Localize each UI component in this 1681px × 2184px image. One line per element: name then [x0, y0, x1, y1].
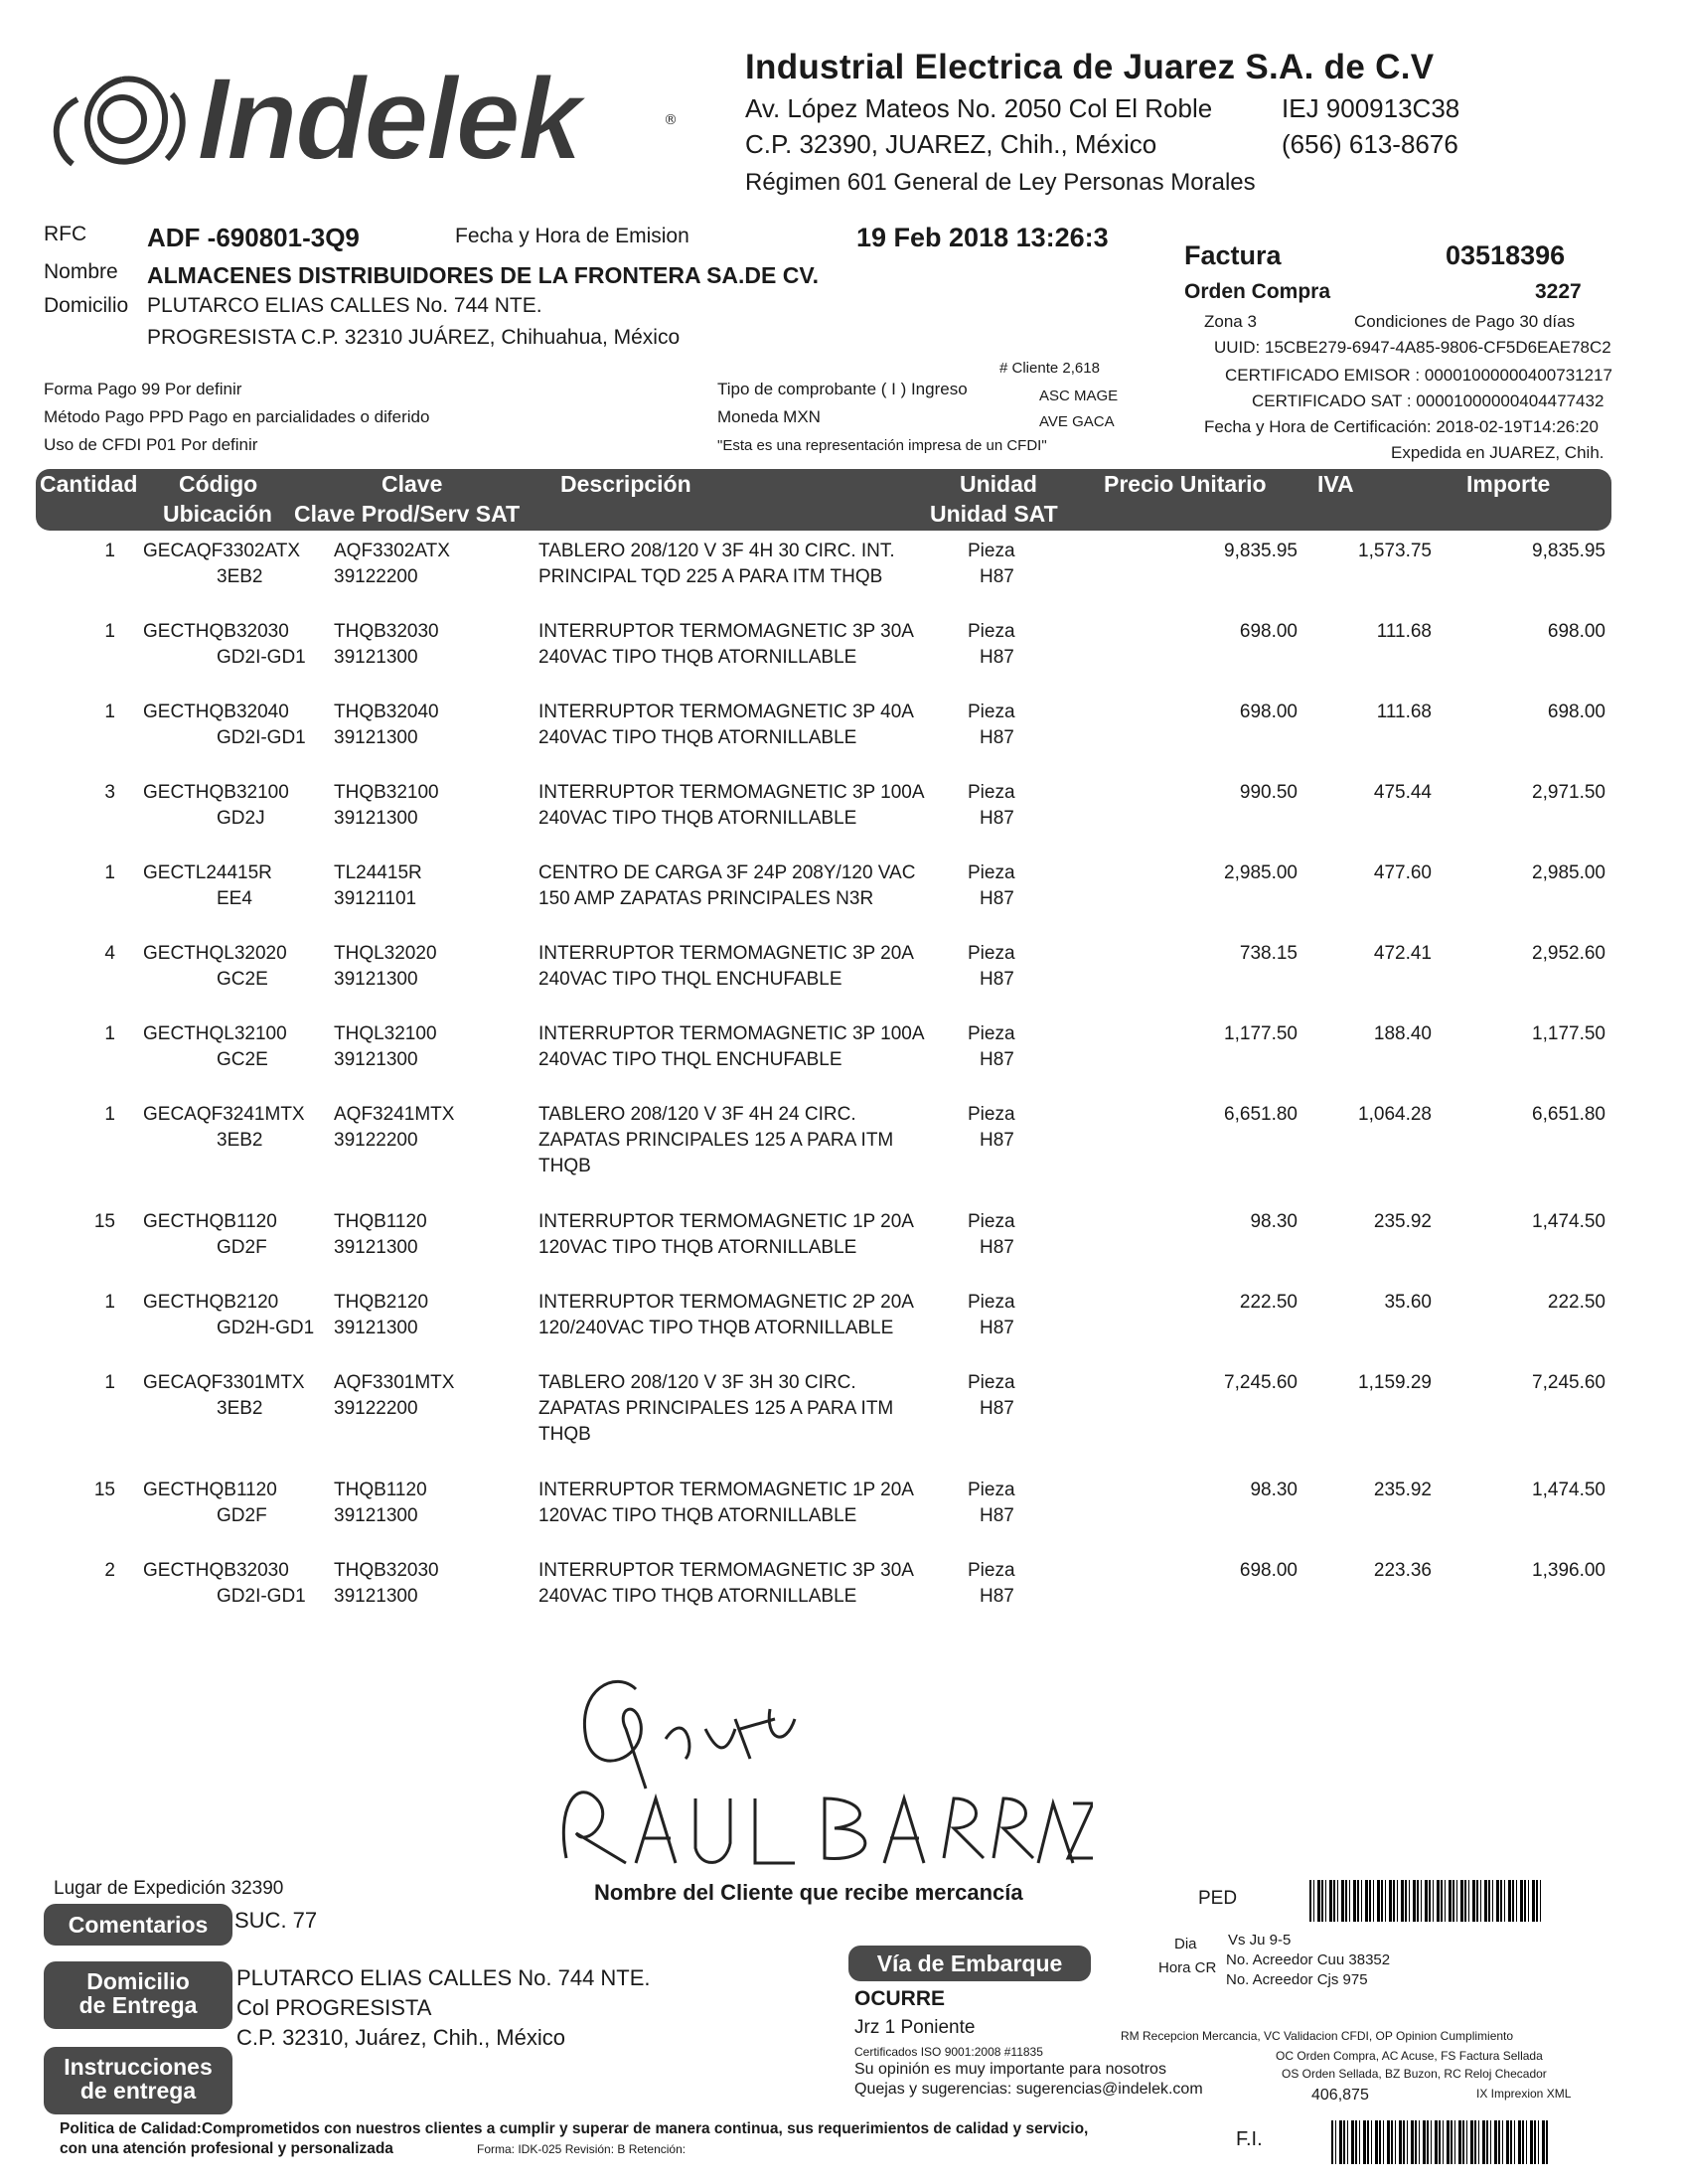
cell-iva: 111.68	[1376, 702, 1432, 722]
cell-clave: THQB32030	[334, 1560, 439, 1581]
cell-loc: GD2I-GD1	[217, 647, 306, 668]
cell-loc: 3EB2	[217, 566, 263, 587]
via-embarque-label: Vía de Embarque	[848, 1946, 1091, 1981]
handwritten-signature	[536, 1649, 1093, 1878]
cell-sat: 39121300	[334, 1586, 418, 1607]
col-cantidad: Cantidad	[40, 471, 138, 497]
cell-d3: THQB	[538, 1424, 591, 1445]
acreedor-cuu: No. Acreedor Cuu 38352	[1226, 1951, 1391, 1968]
forma-idk: Forma: IDK-025 Revisión: B Retención:	[477, 2142, 687, 2156]
cell-importe: 9,835.95	[1532, 541, 1605, 561]
client-name: ALMACENES DISTRIBUIDORES DE LA FRONTERA SA.DE CV.	[147, 262, 819, 288]
fi-label: F.I.	[1236, 2128, 1263, 2150]
uso-cfdi: Uso de CFDI P01 Por definir	[44, 435, 258, 454]
tipo-comprobante: Tipo de comprobante ( I ) Ingreso	[717, 380, 968, 398]
cell-qty: 3	[104, 782, 115, 803]
barcode-top	[1309, 1880, 1544, 1922]
cell-loc: GD2F	[217, 1505, 267, 1526]
cell-unit: Pieza	[968, 1211, 1015, 1232]
svg-text:®: ®	[664, 112, 678, 128]
cell-qty: 1	[104, 702, 115, 722]
cell-unit-sat: H87	[980, 1318, 1014, 1338]
signature-caption: Nombre del Cliente que recibe mercancía	[594, 1880, 1023, 1905]
legend-3: OS Orden Sellada, BZ Buzon, RC Reloj Checador	[1282, 2067, 1547, 2081]
cell-price: 698.00	[1239, 702, 1298, 722]
col-unidad: Unidad	[960, 471, 1037, 497]
cell-iva: 235.92	[1373, 1211, 1432, 1232]
cell-sat: 39121300	[334, 1505, 418, 1526]
cell-clave: AQF3302ATX	[334, 541, 450, 561]
cell-importe: 1,396.00	[1532, 1560, 1605, 1581]
emission-datetime: 19 Feb 2018 13:26:3	[856, 223, 1109, 252]
cell-d1: TABLERO 208/120 V 3F 4H 24 CIRC.	[538, 1104, 856, 1125]
cell-loc: GD2F	[217, 1237, 267, 1258]
cell-unit: Pieza	[968, 1372, 1015, 1393]
domicilio-entrega-label: Domicilio de Entrega	[44, 1961, 232, 2029]
cell-loc: GC2E	[217, 1049, 268, 1070]
col-iva: IVA	[1317, 471, 1354, 497]
orden-number: 3227	[1535, 280, 1582, 303]
cell-d2: 120VAC TIPO THQB ATORNILLABLE	[538, 1237, 857, 1258]
cell-unit: Pieza	[968, 943, 1015, 964]
cell-qty: 1	[104, 862, 115, 883]
cell-loc: EE4	[217, 888, 252, 909]
cell-qty: 1	[104, 1372, 115, 1393]
cliente-number: # Cliente 2,618	[999, 360, 1100, 377]
cell-importe: 6,651.80	[1532, 1104, 1605, 1125]
zona: Zona 3	[1204, 312, 1257, 331]
col-descripcion: Descripción	[560, 471, 691, 497]
quejas: Quejas y sugerencias: sugerencias@indelek.com	[854, 2081, 1203, 2098]
barcode-bottom	[1331, 2120, 1550, 2164]
opinion: Su opinión es muy importante para nosotros	[854, 2061, 1166, 2078]
cell-unit-sat: H87	[980, 566, 1014, 587]
cell-sat: 39121300	[334, 1237, 418, 1258]
cell-importe: 2,971.50	[1532, 782, 1605, 803]
cell-price: 9,835.95	[1224, 541, 1298, 561]
company-phone: (656) 613-8676	[1282, 129, 1458, 159]
swirl-logo-icon	[57, 79, 183, 164]
cell-d1: INTERRUPTOR TERMOMAGNETIC 2P 20A	[538, 1292, 914, 1313]
cell-unit-sat: H87	[980, 1505, 1014, 1526]
col-clave: Clave	[382, 471, 443, 497]
cell-code: GECTHQB1120	[143, 1480, 277, 1500]
cell-d2: 120/240VAC TIPO THQB ATORNILLABLE	[538, 1318, 894, 1338]
cell-importe: 2,985.00	[1532, 862, 1605, 883]
legend-1: RM Recepcion Mercancia, VC Validacion CFDI, OP Opinion Cumplimiento	[1121, 2029, 1514, 2043]
cell-qty: 2	[104, 1560, 115, 1581]
cell-iva: 475.44	[1373, 782, 1432, 803]
cell-iva: 35.60	[1384, 1292, 1432, 1313]
cell-iva: 1,064.28	[1358, 1104, 1432, 1125]
cell-unit: Pieza	[968, 702, 1015, 722]
indelek-logo	[38, 40, 684, 209]
cell-clave: THQB2120	[334, 1292, 429, 1313]
imprexion-xml: IX Imprexion XML	[1476, 2087, 1572, 2101]
cell-price: 98.30	[1250, 1480, 1298, 1500]
hora-cr: Hora CR	[1158, 1959, 1217, 1976]
company-rfc: IEJ 900913C38	[1282, 93, 1460, 123]
col-unidad-sat: Unidad SAT	[930, 501, 1058, 527]
cell-loc: 3EB2	[217, 1130, 263, 1151]
cell-clave: AQF3301MTX	[334, 1372, 455, 1393]
ped: PED	[1198, 1888, 1238, 1909]
cert-sat: CERTIFICADO SAT : 00001000000404477432	[1252, 391, 1605, 410]
cell-clave: AQF3241MTX	[334, 1104, 455, 1125]
iso-cert: Certificados ISO 9001:2008 #11835	[854, 2045, 1043, 2059]
cell-importe: 1,474.50	[1532, 1480, 1605, 1500]
cell-d1: INTERRUPTOR TERMOMAGNETIC 3P 100A	[538, 1023, 925, 1044]
cell-iva: 188.40	[1373, 1023, 1432, 1044]
cell-code: GECTHQB32040	[143, 702, 289, 722]
col-codigo: Código	[179, 471, 258, 497]
cell-importe: 2,952.60	[1532, 943, 1605, 964]
cell-sat: 39122200	[334, 1398, 418, 1419]
cell-iva: 477.60	[1373, 862, 1432, 883]
cell-price: 7,245.60	[1224, 1372, 1298, 1393]
via-embarque-value: OCURRE	[854, 1987, 946, 2010]
orden-label: Orden Compra	[1184, 280, 1331, 303]
cell-iva: 472.41	[1373, 943, 1432, 964]
cell-price: 738.15	[1239, 943, 1298, 964]
num-406875: 406,875	[1311, 2087, 1369, 2104]
cell-qty: 1	[104, 1023, 115, 1044]
jrz-poniente: Jrz 1 Poniente	[854, 2017, 976, 2038]
cell-d2: 240VAC TIPO THQB ATORNILLABLE	[538, 647, 857, 668]
cell-loc: GD2J	[217, 808, 265, 829]
cell-unit-sat: H87	[980, 888, 1014, 909]
cell-price: 1,177.50	[1224, 1023, 1298, 1044]
cell-d2: 240VAC TIPO THQB ATORNILLABLE	[538, 1586, 857, 1607]
cell-iva: 1,159.29	[1358, 1372, 1432, 1393]
cell-d1: INTERRUPTOR TERMOMAGNETIC 3P 30A	[538, 621, 914, 642]
emission-label: Fecha y Hora de Emision	[455, 225, 689, 247]
cell-d1: INTERRUPTOR TERMOMAGNETIC 1P 20A	[538, 1211, 914, 1232]
acreedor-cjs: No. Acreedor Cjs 975	[1226, 1971, 1368, 1988]
cell-loc: GD2I-GD1	[217, 727, 306, 748]
cell-qty: 15	[93, 1211, 115, 1232]
cell-clave: THQB32100	[334, 782, 439, 803]
cell-qty: 1	[104, 621, 115, 642]
company-address-2: C.P. 32390, JUAREZ, Chih., México	[745, 129, 1157, 159]
cell-loc: 3EB2	[217, 1398, 263, 1419]
cell-d2: ZAPATAS PRINCIPALES 125 A PARA ITM	[538, 1130, 894, 1151]
cell-code: GECTHQB1120	[143, 1211, 277, 1232]
cell-unit: Pieza	[968, 541, 1015, 561]
col-precio: Precio Unitario	[1104, 471, 1267, 497]
col-ubicacion: Ubicación	[163, 501, 272, 527]
cell-clave: THQB32040	[334, 702, 439, 722]
cell-qty: 4	[104, 943, 115, 964]
cell-d2: 240VAC TIPO THQB ATORNILLABLE	[538, 808, 857, 829]
cell-d1: INTERRUPTOR TERMOMAGNETIC 3P 30A	[538, 1560, 914, 1581]
cell-importe: 222.50	[1547, 1292, 1605, 1313]
factura-number: 03518396	[1446, 240, 1566, 270]
cell-code: GECTHQL32020	[143, 943, 287, 964]
cell-unit-sat: H87	[980, 1237, 1014, 1258]
moneda: Moneda MXN	[717, 407, 821, 426]
items-table-header	[36, 469, 1611, 531]
cell-clave: THQL32020	[334, 943, 437, 964]
cell-code: GECTHQL32100	[143, 1023, 287, 1044]
cell-unit: Pieza	[968, 862, 1015, 883]
asc: ASC MAGE	[1039, 388, 1119, 404]
cell-price: 990.50	[1239, 782, 1298, 803]
cell-d2: 240VAC TIPO THQB ATORNILLABLE	[538, 727, 857, 748]
cell-d2: 150 AMP ZAPATAS PRINCIPALES N3R	[538, 888, 874, 909]
cell-unit-sat: H87	[980, 1049, 1014, 1070]
col-clave-sat: Clave Prod/Serv SAT	[294, 501, 521, 527]
cell-iva: 223.36	[1373, 1560, 1432, 1581]
client-address-1: PLUTARCO ELIAS CALLES No. 744 NTE.	[147, 294, 542, 317]
politica-2: con una atención profesional y personalizada	[60, 2140, 393, 2157]
factura-label: Factura	[1184, 240, 1282, 270]
ave: AVE GACA	[1039, 413, 1115, 430]
cell-unit-sat: H87	[980, 647, 1014, 668]
cell-unit-sat: H87	[980, 969, 1014, 990]
metodo-pago: Método Pago PPD Pago en parcialidades o diferido	[44, 407, 430, 426]
cell-d1: INTERRUPTOR TERMOMAGNETIC 3P 100A	[538, 782, 925, 803]
representacion-note: "Esta es una representación impresa de un CFDI"	[717, 437, 1047, 454]
cell-clave: THQL32100	[334, 1023, 437, 1044]
cell-d1: TABLERO 208/120 V 3F 3H 30 CIRC.	[538, 1372, 856, 1393]
cell-code: GECTHQB2120	[143, 1292, 279, 1313]
cell-d3: THQB	[538, 1156, 591, 1176]
instrucciones-label: Instrucciones de entrega	[44, 2047, 232, 2114]
cell-price: 2,985.00	[1224, 862, 1298, 883]
cell-d1: INTERRUPTOR TERMOMAGNETIC 3P 20A	[538, 943, 914, 964]
company-address-1: Av. López Mateos No. 2050 Col El Roble	[745, 93, 1213, 123]
rfc-label: RFC	[44, 223, 87, 245]
cell-importe: 1,177.50	[1532, 1023, 1605, 1044]
cell-qty: 1	[104, 541, 115, 561]
cell-d1: TABLERO 208/120 V 3F 4H 30 CIRC. INT.	[538, 541, 895, 561]
cell-iva: 1,573.75	[1358, 541, 1432, 561]
cell-sat: 39121300	[334, 1318, 418, 1338]
cell-sat: 39122200	[334, 566, 418, 587]
cell-unit: Pieza	[968, 782, 1015, 803]
cell-sat: 39121300	[334, 808, 418, 829]
cell-unit-sat: H87	[980, 1130, 1014, 1151]
cell-sat: 39121300	[334, 647, 418, 668]
cell-d1: INTERRUPTOR TERMOMAGNETIC 3P 40A	[538, 702, 914, 722]
cell-sat: 39121300	[334, 969, 418, 990]
cell-qty: 1	[104, 1104, 115, 1125]
cell-sat: 39121101	[334, 888, 417, 909]
comentarios-value: SUC. 77	[234, 1908, 318, 1933]
cell-d2: ZAPATAS PRINCIPALES 125 A PARA ITM	[538, 1398, 894, 1419]
dia: Dia	[1174, 1936, 1197, 1952]
cell-qty: 15	[93, 1480, 115, 1500]
cell-clave: THQB1120	[334, 1480, 427, 1500]
forma-pago: Forma Pago 99 Por definir	[44, 380, 242, 398]
company-name: Industrial Electrica de Juarez S.A. de C.V	[745, 48, 1435, 86]
cell-importe: 698.00	[1547, 702, 1605, 722]
cell-price: 222.50	[1239, 1292, 1298, 1313]
cell-sat: 39122200	[334, 1130, 418, 1151]
lugar-expedicion: Lugar de Expedición 32390	[54, 1878, 284, 1899]
domicilio-3: C.P. 32310, Juárez, Chih., México	[236, 2025, 565, 2050]
cell-unit-sat: H87	[980, 1586, 1014, 1607]
cell-unit: Pieza	[968, 1023, 1015, 1044]
cell-clave: THQB1120	[334, 1211, 427, 1232]
cell-iva: 235.92	[1373, 1480, 1432, 1500]
cell-price: 98.30	[1250, 1211, 1298, 1232]
fecha-certificacion: Fecha y Hora de Certificación: 2018-02-19T14:26:20	[1204, 417, 1599, 436]
uuid: UUID: 15CBE279-6947-4A85-9806-CF5D6EAE78C2	[1214, 338, 1611, 357]
cell-d1: CENTRO DE CARGA 3F 24P 208Y/120 VAC	[538, 862, 916, 883]
cell-loc: GC2E	[217, 969, 268, 990]
cell-sat: 39121300	[334, 727, 418, 748]
cell-sat: 39121300	[334, 1049, 418, 1070]
cell-loc: GD2I-GD1	[217, 1586, 306, 1607]
address-label: Domicilio	[44, 294, 129, 317]
cell-clave: TL24415R	[334, 862, 422, 883]
cell-code: GECAQF3301MTX	[143, 1372, 305, 1393]
condiciones-pago: Condiciones de Pago 30 días	[1354, 312, 1576, 331]
cell-iva: 111.68	[1376, 621, 1432, 642]
cell-d2: 120VAC TIPO THQB ATORNILLABLE	[538, 1505, 857, 1526]
cell-d2: 240VAC TIPO THQL ENCHUFABLE	[538, 969, 842, 990]
cell-code: GECTHQB32100	[143, 782, 289, 803]
politica-1: Politica de Calidad:Comprometidos con nuestros clientes a cumplir y superar de manera continua, sus requerimientos de calidad y servicio,	[60, 2120, 1089, 2137]
cell-d2: 240VAC TIPO THQL ENCHUFABLE	[538, 1049, 842, 1070]
cell-qty: 1	[104, 1292, 115, 1313]
cell-unit: Pieza	[968, 1292, 1015, 1313]
cell-clave: THQB32030	[334, 621, 439, 642]
legend-2: OC Orden Compra, AC Acuse, FS Factura Sellada	[1276, 2049, 1543, 2063]
cell-loc: GD2H-GD1	[217, 1318, 315, 1338]
domicilio-2: Col PROGRESISTA	[236, 1995, 432, 2020]
cell-unit-sat: H87	[980, 1398, 1014, 1419]
cell-price: 698.00	[1239, 621, 1298, 642]
cell-code: GECTL24415R	[143, 862, 272, 883]
cell-importe: 7,245.60	[1532, 1372, 1605, 1393]
cell-importe: 698.00	[1547, 621, 1605, 642]
client-address-2: PROGRESISTA C.P. 32310 JUÁREZ, Chihuahua, México	[147, 326, 681, 349]
cell-unit: Pieza	[968, 1480, 1015, 1500]
vs-ju: Vs Ju 9-5	[1228, 1932, 1292, 1949]
name-label: Nombre	[44, 260, 118, 283]
company-regimen: Régimen 601 General de Ley Personas Morales	[745, 169, 1256, 196]
cell-code: GECAQF3302ATX	[143, 541, 301, 561]
cell-unit: Pieza	[968, 1560, 1015, 1581]
cell-code: GECTHQB32030	[143, 621, 289, 642]
cell-d1: INTERRUPTOR TERMOMAGNETIC 1P 20A	[538, 1480, 914, 1500]
col-importe: Importe	[1466, 471, 1551, 497]
cert-emisor: CERTIFICADO EMISOR : 00001000000400731217	[1225, 366, 1612, 385]
comentarios-label: Comentarios	[44, 1904, 232, 1946]
cell-unit: Pieza	[968, 621, 1015, 642]
expedida-en: Expedida en JUAREZ, Chih.	[1391, 443, 1605, 462]
cell-unit: Pieza	[968, 1104, 1015, 1125]
cell-code: GECTHQB32030	[143, 1560, 289, 1581]
cell-price: 6,651.80	[1224, 1104, 1298, 1125]
cell-price: 698.00	[1239, 1560, 1298, 1581]
logo-wordmark: Indelek	[197, 54, 580, 185]
client-rfc: ADF -690801-3Q9	[147, 223, 360, 252]
cell-unit-sat: H87	[980, 808, 1014, 829]
domicilio-1: PLUTARCO ELIAS CALLES No. 744 NTE.	[236, 1965, 651, 1990]
cell-d2: PRINCIPAL TQD 225 A PARA ITM THQB	[538, 566, 883, 587]
cell-code: GECAQF3241MTX	[143, 1104, 305, 1125]
cell-importe: 1,474.50	[1532, 1211, 1605, 1232]
cell-unit-sat: H87	[980, 727, 1014, 748]
